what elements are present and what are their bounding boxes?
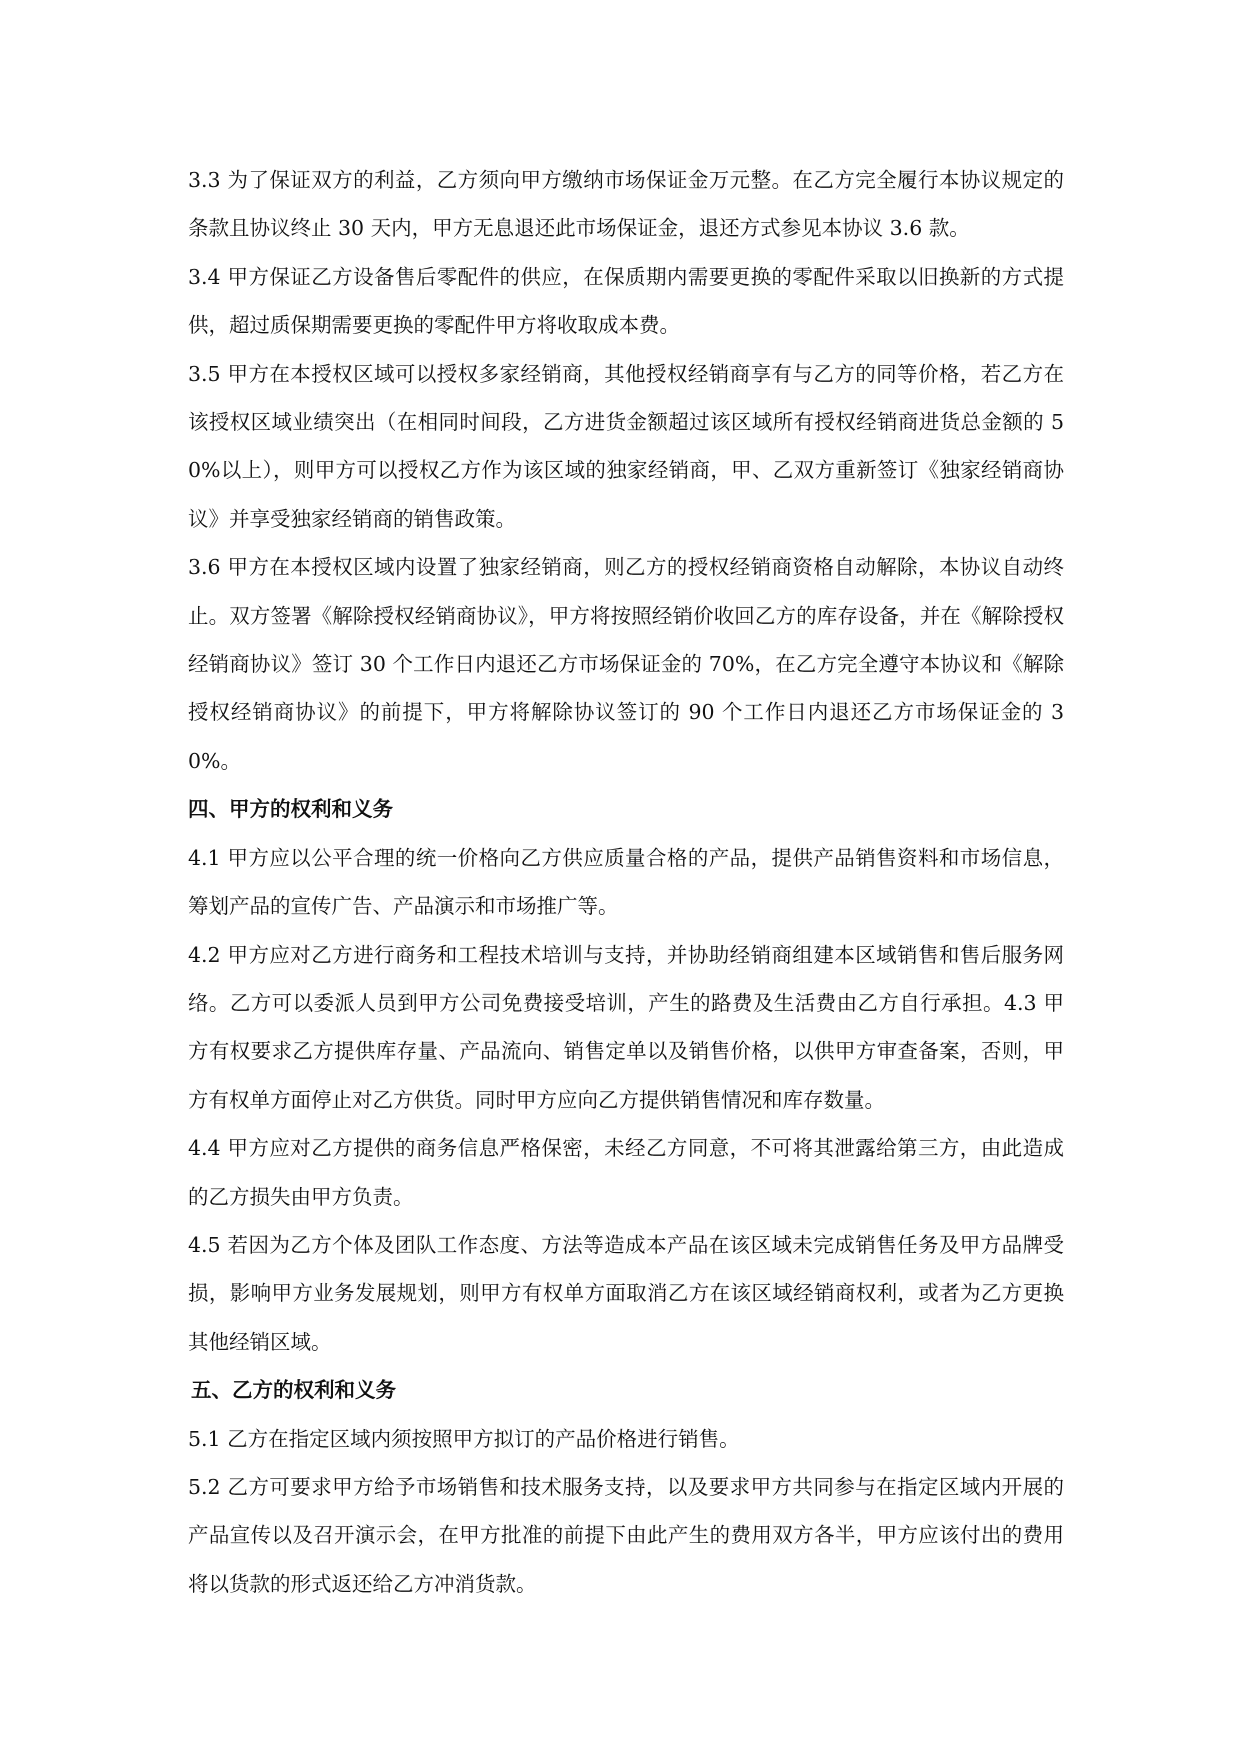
clause-5-2: 5.2 乙方可要求甲方给予市场销售和技术服务支持，以及要求甲方共同参与在指定区域内开展的产品宣传以及召开演示会，在甲方批准的前提下由此产生的费用双方各半，甲方应该付出的费用将以货款的形式返还给乙方冲消货款。 xyxy=(188,1474,1064,1596)
clause-3-5: 3.5 甲方在本授权区域可以授权多家经销商，其他授权经销商享有与乙方的同等价格，若乙方在该授权区域业绩突出（在相同时间段，乙方进货金额超过该区域所有授权经销商进货总金额的 50%以上），则甲方可以授权乙方作为该区域的独家经销商，甲、乙双方重新签订《独家经销商协议》并享受独家经销商的销售政策。 xyxy=(188,361,1064,531)
clause-4-2-4-3: 4.2 甲方应对乙方进行商务和工程技术培训与支持，并协助经销商组建本区域销售和售后服务网络。乙方可以委派人员到甲方公司免费接受培训，产生的路费及生活费由乙方自行承担。4.3 甲方有权要求乙方提供库存量、产品流向、销售定单以及销售价格，以供甲方审查备案，否则，甲方有权单方面停止对乙方供货。同时甲方应向乙方提供销售情况和库存数量。 xyxy=(188,942,1064,1112)
clause-4-1: 4.1 甲方应以公平合理的统一价格向乙方供应质量合格的产品，提供产品销售资料和市场信息，筹划产品的宣传广告、产品演示和市场推广等。 xyxy=(188,845,1064,919)
document-body xyxy=(188,156,1064,1608)
clause-5-1: 5.1 乙方在指定区域内须按照甲方拟订的产品价格进行销售。 xyxy=(188,1426,740,1451)
clause-3-3: 3.3 为了保证双方的利益，乙方须向甲方缴纳市场保证金万元整。在乙方完全履行本协议规定的条款且协议终止 30 天内，甲方无息退还此市场保证金，退还方式参见本协议 3.6 款。 xyxy=(188,168,1064,241)
clause-4-5: 4.5 若因为乙方个体及团队工作态度、方法等造成本产品在该区域未完成销售任务及甲方品牌受损，影响甲方业务发展规划，则甲方有权单方面取消乙方在该区域经销商权利，或者为乙方更换其他经销区域。 xyxy=(188,1232,1064,1354)
clause-3-4: 3.4 甲方保证乙方设备售后零配件的供应，在保质期内需要更换的零配件采取以旧换新的方式提供，超过质保期需要更换的零配件甲方将收取成本费。 xyxy=(188,264,1064,338)
section-heading-4: 四、甲方的权利和义务 xyxy=(188,797,393,822)
clause-4-4: 4.4 甲方应对乙方提供的商务信息严格保密，未经乙方同意，不可将其泄露给第三方，由此造成的乙方损失由甲方负责。 xyxy=(188,1136,1064,1209)
clause-3-6: 3.6 甲方在本授权区域内设置了独家经销商，则乙方的授权经销商资格自动解除，本协议自动终止。双方签署《解除授权经销商协议》，甲方将按照经销价收回乙方的库存设备，并在《解除授权经销商协议》签订 30 个工作日内退还乙方市场保证金的 70%，在乙方完全遵守本协议和《解除授权经销商协议》的前提下，甲方将解除协议签订的 90 个工作日内退还乙方市场保证金的 30%。 xyxy=(188,555,1064,773)
section-heading-5: 五、乙方的权利和义务 xyxy=(191,1378,396,1403)
